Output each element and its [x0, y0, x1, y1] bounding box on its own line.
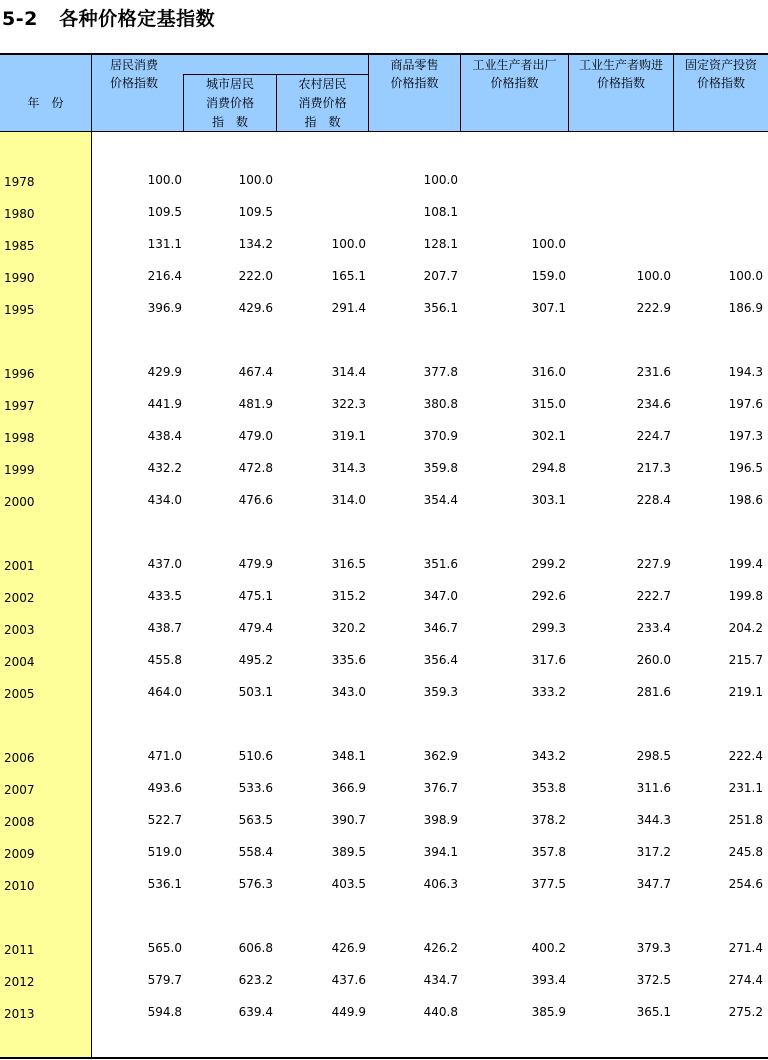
year-cell: 2006	[4, 751, 35, 765]
urban-cell: 563.5	[238, 813, 273, 827]
ppi-cell: 357.8	[531, 845, 566, 859]
cpi-cell: 434.0	[147, 493, 182, 507]
fixed-cell: 231.1	[728, 781, 763, 795]
retail-cell: 440.8	[423, 1005, 458, 1019]
fixed-cell: 222.4	[728, 749, 763, 763]
ppi-cell: 317.6	[531, 653, 566, 667]
ppi-cell: 393.4	[531, 973, 566, 987]
urban-cell: 533.6	[238, 781, 273, 795]
purchase-cell: 365.1	[636, 1005, 671, 1019]
cpi-cell: 216.4	[147, 269, 182, 283]
urban-cell: 606.8	[238, 941, 273, 955]
purchase-cell: 372.5	[636, 973, 671, 987]
purchase-cell: 298.5	[636, 749, 671, 763]
rural-cell: 343.0	[331, 685, 366, 699]
retail-cell: 100.0	[423, 173, 458, 187]
year-cell: 2001	[4, 559, 35, 573]
ppi-cell: 385.9	[531, 1005, 566, 1019]
fixed-cell: 204.2	[728, 621, 763, 635]
table-top-rule	[0, 53, 768, 55]
retail-cell: 362.9	[423, 749, 458, 763]
urban-cell: 476.6	[238, 493, 273, 507]
retail-cell: 434.7	[423, 973, 458, 987]
header-year: 年 份	[27, 96, 64, 110]
urban-cell: 481.9	[238, 397, 273, 411]
fixed-cell: 198.6	[728, 493, 763, 507]
ppi-cell: 299.2	[531, 557, 566, 571]
ppi-cell: 353.8	[531, 781, 566, 795]
cpi-cell: 433.5	[147, 589, 182, 603]
cpi-cell: 579.7	[147, 973, 182, 987]
purchase-cell: 281.6	[636, 685, 671, 699]
cpi-cell: 536.1	[147, 877, 182, 891]
retail-cell: 380.8	[423, 397, 458, 411]
retail-cell: 346.7	[423, 621, 458, 635]
purchase-cell: 228.4	[636, 493, 671, 507]
purchase-cell: 217.3	[636, 461, 671, 475]
header-bottom-rule	[0, 131, 768, 132]
ppi-cell: 316.0	[531, 365, 566, 379]
cpi-cell: 455.8	[147, 653, 182, 667]
year-cell: 2008	[4, 815, 35, 829]
retail-cell: 128.1	[423, 237, 458, 251]
urban-cell: 558.4	[238, 845, 273, 859]
year-cell: 1996	[4, 367, 35, 381]
urban-cell: 503.1	[238, 685, 273, 699]
purchase-cell: 233.4	[636, 621, 671, 635]
header-urban-line1: 城市居民	[205, 77, 254, 91]
page-title: 5-2 各种价格定基指数	[2, 8, 216, 30]
retail-cell: 351.6	[423, 557, 458, 571]
retail-cell: 356.4	[423, 653, 458, 667]
year-cell: 2000	[4, 495, 35, 509]
fixed-cell: 271.4	[728, 941, 763, 955]
urban-cell: 479.9	[238, 557, 273, 571]
rural-cell: 366.9	[331, 781, 366, 795]
purchase-cell: 317.2	[636, 845, 671, 859]
ppi-cell: 292.6	[531, 589, 566, 603]
rural-cell: 390.7	[331, 813, 366, 827]
cpi-cell: 109.5	[147, 205, 182, 219]
ppi-cell: 303.1	[531, 493, 566, 507]
retail-cell: 207.7	[423, 269, 458, 283]
rural-cell: 100.0	[331, 237, 366, 251]
fixed-cell: 199.8	[728, 589, 763, 603]
rural-cell: 316.5	[331, 557, 366, 571]
cpi-cell: 441.9	[147, 397, 182, 411]
rural-cell: 320.2	[331, 621, 366, 635]
retail-cell: 359.3	[423, 685, 458, 699]
urban-cell: 109.5	[238, 205, 273, 219]
retail-cell: 406.3	[423, 877, 458, 891]
fixed-cell: 274.4	[728, 973, 763, 987]
retail-cell: 354.4	[423, 493, 458, 507]
retail-cell: 376.7	[423, 781, 458, 795]
year-cell: 2007	[4, 783, 35, 797]
year-cell: 2011	[4, 943, 35, 957]
year-cell: 2010	[4, 879, 35, 893]
cpi-cell: 131.1	[147, 237, 182, 251]
purchase-cell: 260.0	[636, 653, 671, 667]
cpi-cell: 438.7	[147, 621, 182, 635]
cpi-cell: 432.2	[147, 461, 182, 475]
urban-cell: 510.6	[238, 749, 273, 763]
fixed-cell: 275.2	[728, 1005, 763, 1019]
year-cell: 2004	[4, 655, 35, 669]
header-purchase-line2: 价格指数	[596, 76, 645, 90]
urban-cell: 479.4	[238, 621, 273, 635]
rural-cell: 322.3	[331, 397, 366, 411]
fixed-cell: 100.0	[728, 269, 763, 283]
header-rural-line1: 农村居民	[298, 77, 347, 91]
rural-cell: 348.1	[331, 749, 366, 763]
year-cell: 1978	[4, 175, 35, 189]
purchase-cell: 100.0	[636, 269, 671, 283]
header-cpi-line1: 居民消费	[110, 58, 159, 72]
urban-cell: 495.2	[238, 653, 273, 667]
urban-cell: 639.4	[238, 1005, 273, 1019]
rural-cell: 314.3	[331, 461, 366, 475]
fixed-cell: 197.3	[728, 429, 763, 443]
rural-cell: 389.5	[331, 845, 366, 859]
fixed-cell: 245.8	[728, 845, 763, 859]
purchase-cell: 222.7	[636, 589, 671, 603]
urban-cell: 475.1	[238, 589, 273, 603]
fixed-cell: 197.6	[728, 397, 763, 411]
urban-cell: 100.0	[238, 173, 273, 187]
cpi-cell: 522.7	[147, 813, 182, 827]
ppi-cell: 100.0	[531, 237, 566, 251]
purchase-cell: 224.7	[636, 429, 671, 443]
header-cpi-line2: 价格指数	[110, 76, 159, 90]
rural-cell: 403.5	[331, 877, 366, 891]
fixed-cell: 199.4	[728, 557, 763, 571]
retail-cell: 377.8	[423, 365, 458, 379]
fixed-cell: 219.1	[728, 685, 763, 699]
retail-cell: 426.2	[423, 941, 458, 955]
rural-cell: 319.1	[331, 429, 366, 443]
year-cell: 2009	[4, 847, 35, 861]
fixed-cell: 194.3	[728, 365, 763, 379]
cpi-cell: 594.8	[147, 1005, 182, 1019]
urban-cell: 472.8	[238, 461, 273, 475]
rural-cell: 314.4	[331, 365, 366, 379]
retail-cell: 370.9	[423, 429, 458, 443]
cpi-cell: 493.6	[147, 781, 182, 795]
rural-cell: 291.4	[331, 301, 366, 315]
ppi-cell: 307.1	[531, 301, 566, 315]
cpi-cell: 464.0	[147, 685, 182, 699]
rural-cell: 449.9	[331, 1005, 366, 1019]
rural-cell: 335.6	[331, 653, 366, 667]
header-ppi-line1: 工业生产者出厂	[472, 58, 557, 72]
header-purchase-line1: 工业生产者购进	[578, 58, 663, 72]
header-fixed-line1: 固定资产投资	[684, 58, 757, 72]
ppi-cell: 294.8	[531, 461, 566, 475]
cpi-cell: 471.0	[147, 749, 182, 763]
ppi-cell: 343.2	[531, 749, 566, 763]
year-cell: 2003	[4, 623, 35, 637]
urban-cell: 623.2	[238, 973, 273, 987]
retail-cell: 398.9	[423, 813, 458, 827]
retail-cell: 347.0	[423, 589, 458, 603]
ppi-cell: 333.2	[531, 685, 566, 699]
retail-cell: 356.1	[423, 301, 458, 315]
header-fixed-line2: 价格指数	[696, 76, 745, 90]
purchase-cell: 344.3	[636, 813, 671, 827]
purchase-cell: 222.9	[636, 301, 671, 315]
ppi-cell: 299.3	[531, 621, 566, 635]
ppi-cell: 159.0	[531, 269, 566, 283]
year-cell: 1980	[4, 207, 35, 221]
retail-cell: 394.1	[423, 845, 458, 859]
cpi-cell: 437.0	[147, 557, 182, 571]
year-cell: 1999	[4, 463, 35, 477]
cpi-cell: 429.9	[147, 365, 182, 379]
year-cell: 2013	[4, 1007, 35, 1021]
cpi-cell: 438.4	[147, 429, 182, 443]
ppi-cell: 378.2	[531, 813, 566, 827]
purchase-cell: 311.6	[636, 781, 671, 795]
year-cell: 2012	[4, 975, 35, 989]
year-cell: 1985	[4, 239, 35, 253]
year-cell: 2005	[4, 687, 35, 701]
rural-cell: 426.9	[331, 941, 366, 955]
fixed-cell: 254.6	[728, 877, 763, 891]
urban-cell: 222.0	[238, 269, 273, 283]
ppi-cell: 377.5	[531, 877, 566, 891]
header-urban-line3: 指 数	[211, 115, 248, 129]
year-column-divider	[91, 55, 92, 1058]
urban-cell: 576.3	[238, 877, 273, 891]
year-cell: 1998	[4, 431, 35, 445]
rural-cell: 315.2	[331, 589, 366, 603]
header-ppi-line2: 价格指数	[490, 76, 539, 90]
header-retail-line2: 价格指数	[390, 76, 439, 90]
year-cell: 1990	[4, 271, 35, 285]
urban-cell: 134.2	[238, 237, 273, 251]
rural-cell: 437.6	[331, 973, 366, 987]
cpi-cell: 519.0	[147, 845, 182, 859]
year-cell: 1995	[4, 303, 35, 317]
fixed-cell: 251.8	[728, 813, 763, 827]
year-cell: 2002	[4, 591, 35, 605]
ppi-cell: 315.0	[531, 397, 566, 411]
fixed-cell: 186.9	[728, 301, 763, 315]
ppi-cell: 302.1	[531, 429, 566, 443]
table-bottom-rule	[0, 1057, 768, 1059]
cpi-cell: 100.0	[147, 173, 182, 187]
purchase-cell: 234.6	[636, 397, 671, 411]
rural-cell: 165.1	[331, 269, 366, 283]
retail-cell: 108.1	[423, 205, 458, 219]
header-retail-line1: 商品零售	[390, 58, 439, 72]
header-rural-line2: 消费价格	[298, 96, 347, 110]
cpi-cell: 565.0	[147, 941, 182, 955]
fixed-cell: 215.7	[728, 653, 763, 667]
rural-cell: 314.0	[331, 493, 366, 507]
urban-cell: 467.4	[238, 365, 273, 379]
year-cell: 1997	[4, 399, 35, 413]
purchase-cell: 231.6	[636, 365, 671, 379]
header-urban-line2: 消费价格	[205, 96, 254, 110]
ppi-cell: 400.2	[531, 941, 566, 955]
urban-cell: 479.0	[238, 429, 273, 443]
purchase-cell: 227.9	[636, 557, 671, 571]
purchase-cell: 347.7	[636, 877, 671, 891]
fixed-cell: 196.5	[728, 461, 763, 475]
purchase-cell: 379.3	[636, 941, 671, 955]
retail-cell: 359.8	[423, 461, 458, 475]
cpi-cell: 396.9	[147, 301, 182, 315]
header-rural-line3: 指 数	[304, 115, 341, 129]
urban-cell: 429.6	[238, 301, 273, 315]
